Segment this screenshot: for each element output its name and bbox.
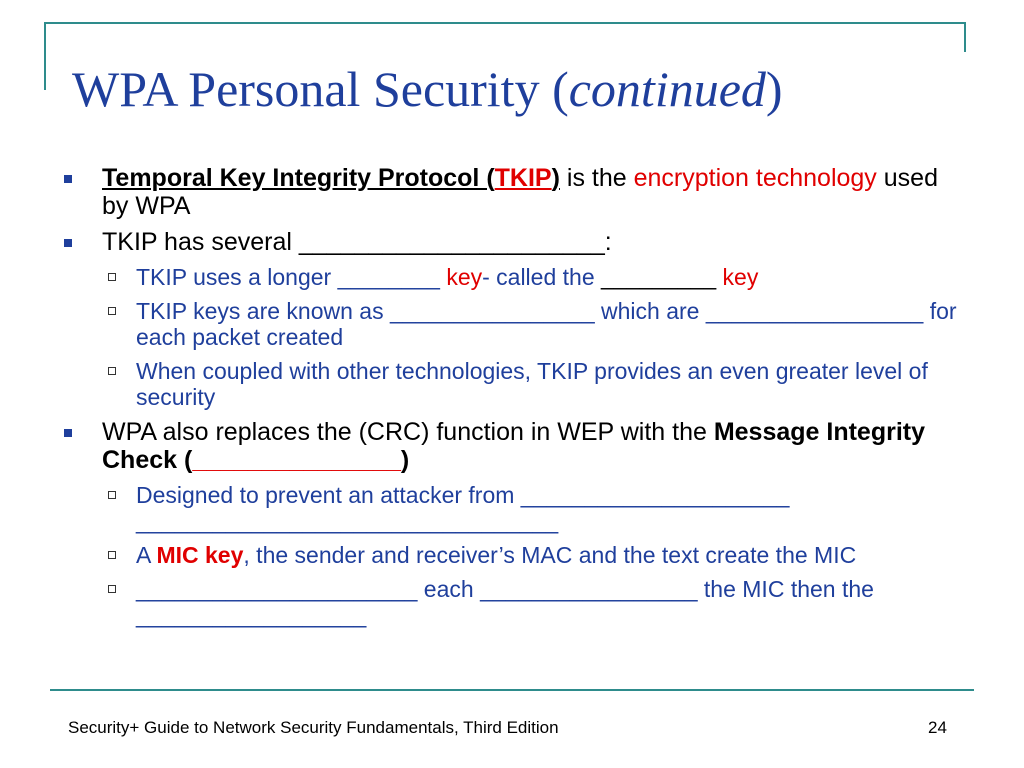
bullet-mic	[64, 418, 964, 474]
title-italic: continued	[568, 61, 766, 117]
mic-term: Message Integrity Check (	[102, 418, 926, 474]
tkip-term-close: )	[551, 164, 560, 192]
encryption-technology-text: encryption technology	[633, 164, 877, 192]
slide-title	[72, 62, 783, 117]
hollow-square-bullet-icon	[108, 585, 116, 593]
bullet-text: TKIP has several ______________________:	[102, 228, 612, 256]
key-text: key	[446, 264, 483, 290]
mic-blank: _______________	[192, 446, 401, 474]
bullet-tkip-several	[64, 228, 964, 256]
bullet-tkip-definition	[64, 164, 964, 220]
sub-bullet-coupled	[102, 358, 964, 410]
footer-rule	[50, 689, 974, 691]
bullet-text: used by WPA	[102, 164, 938, 220]
sub-bullet-text: ______________________ each _________________ the MIC then the __________________	[136, 576, 874, 628]
tkip-term: Temporal Key Integrity Protocol (	[102, 164, 495, 192]
square-bullet-icon	[64, 175, 72, 183]
bullet-text: WPA also replaces the (CRC) function in WEP with the	[102, 418, 714, 446]
sub-bullet-longer-key	[102, 264, 964, 290]
hollow-square-bullet-icon	[108, 551, 116, 559]
hollow-square-bullet-icon	[108, 367, 116, 375]
sub-bullet-text: TKIP keys are known as ________________ which are _________________ for each packet created	[136, 298, 957, 350]
sub-bullet-keys-known-as	[102, 298, 964, 350]
bullet-text: is the	[559, 164, 634, 192]
sub-bullet-prevent-attacker	[102, 482, 964, 534]
hollow-square-bullet-icon	[108, 491, 116, 499]
footer-book-title: Security+ Guide to Network Security Fundamentals, Third Edition	[68, 718, 559, 737]
slide-content	[64, 164, 964, 636]
sub-bullet-text: A	[136, 542, 157, 568]
square-bullet-icon	[64, 429, 72, 437]
sub-bullet-text: - called the	[482, 264, 602, 290]
frame-top-rule	[44, 22, 966, 24]
title-end: )	[765, 61, 783, 117]
hollow-square-bullet-icon	[108, 307, 116, 315]
fill-blank: _________	[601, 264, 717, 290]
sub-bullet-text: , the sender and receiver’s MAC and the text create the MIC	[243, 542, 857, 568]
sub-bullet-mic-key	[102, 542, 964, 568]
page-number: 24	[928, 718, 947, 737]
sub-bullet-text: TKIP uses a longer ________	[136, 264, 447, 290]
tkip-acronym: TKIP	[494, 164, 552, 192]
title-main: WPA Personal Security (	[72, 61, 569, 117]
mic-term-close: )	[400, 446, 410, 474]
frame-left-rule	[44, 22, 46, 90]
sub-bullet-text: Designed to prevent an attacker from _____________________ _________________________________	[136, 482, 790, 534]
square-bullet-icon	[64, 239, 72, 247]
hollow-square-bullet-icon	[108, 273, 116, 281]
sub-bullet-text: When coupled with other technologies, TKIP provides an even greater level of security	[136, 358, 928, 410]
key-text: key	[722, 264, 759, 290]
frame-right-rule	[964, 22, 966, 52]
sub-bullet-each	[102, 576, 964, 628]
mic-key-text: MIC key	[156, 542, 244, 568]
